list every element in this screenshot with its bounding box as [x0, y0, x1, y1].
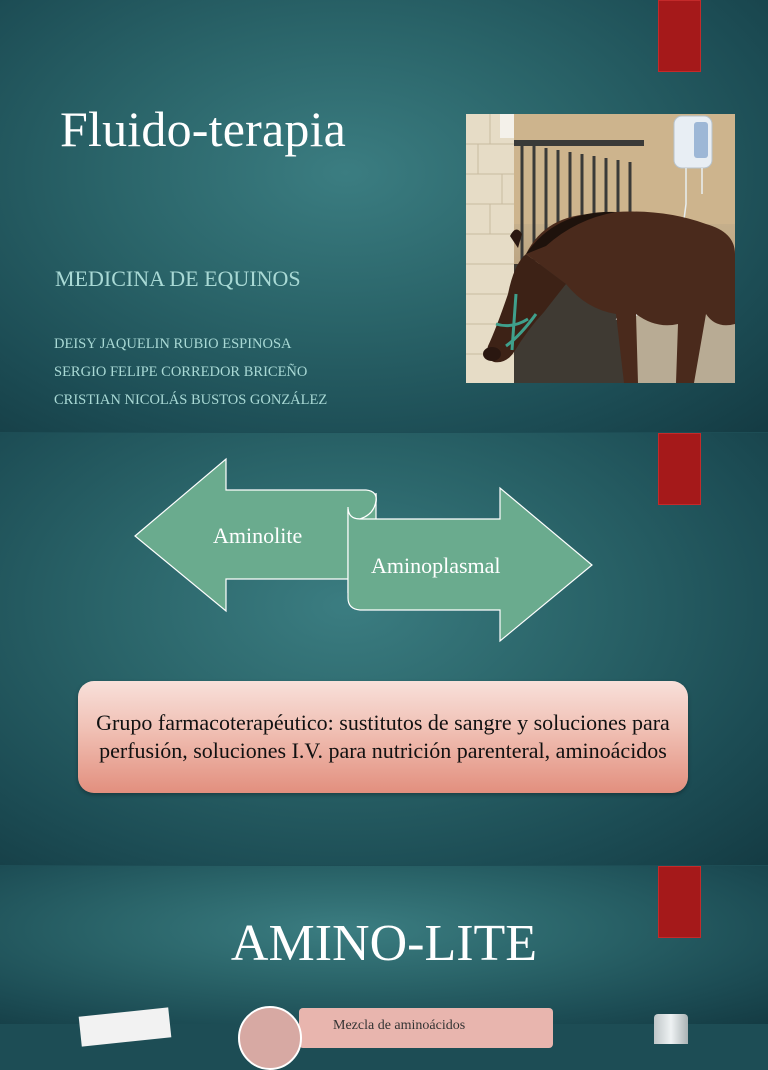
slide-accent-tab: [658, 0, 701, 72]
author-name: CRISTIAN NICOLÁS BUSTOS GONZÁLEZ: [54, 392, 328, 408]
composition-label-box: [299, 1008, 553, 1048]
horse-photo-illustration: [466, 114, 735, 383]
author-name: DEISY JAQUELIN RUBIO ESPINOSA: [54, 336, 292, 352]
composition-circle: [238, 1006, 302, 1070]
slide-products: [0, 433, 768, 865]
horse-iv-photo: [466, 114, 735, 383]
slide-heading: AMINO-LITE: [230, 915, 538, 972]
slide-amino-lite: [0, 866, 768, 1033]
author-list: [54, 330, 327, 414]
arrow-left-label: Aminolite: [213, 523, 303, 548]
presentation-title: Fluido-terapia: [60, 101, 347, 157]
info-box-text: Grupo farmacoterapéutico: sustitutos de sangre y soluciones para perfusión, soluciones I.V. para nutrición parenteral, aminoácidos: [96, 710, 670, 763]
product-bottle-image: [654, 1014, 688, 1044]
product-box-image: [79, 1007, 172, 1046]
composition-label-text: Mezcla de aminoácidos: [333, 1018, 466, 1033]
presentation-subtitle: MEDICINA DE EQUINOS: [55, 266, 301, 291]
double-arrow-diagram: [0, 433, 768, 865]
slide-title: [0, 0, 768, 432]
author-name: SERGIO FELIPE CORREDOR BRICEÑO: [54, 364, 308, 380]
pharmacotherapeutic-group-box: [78, 681, 688, 793]
arrow-right-label: Aminoplasmal: [371, 553, 501, 578]
